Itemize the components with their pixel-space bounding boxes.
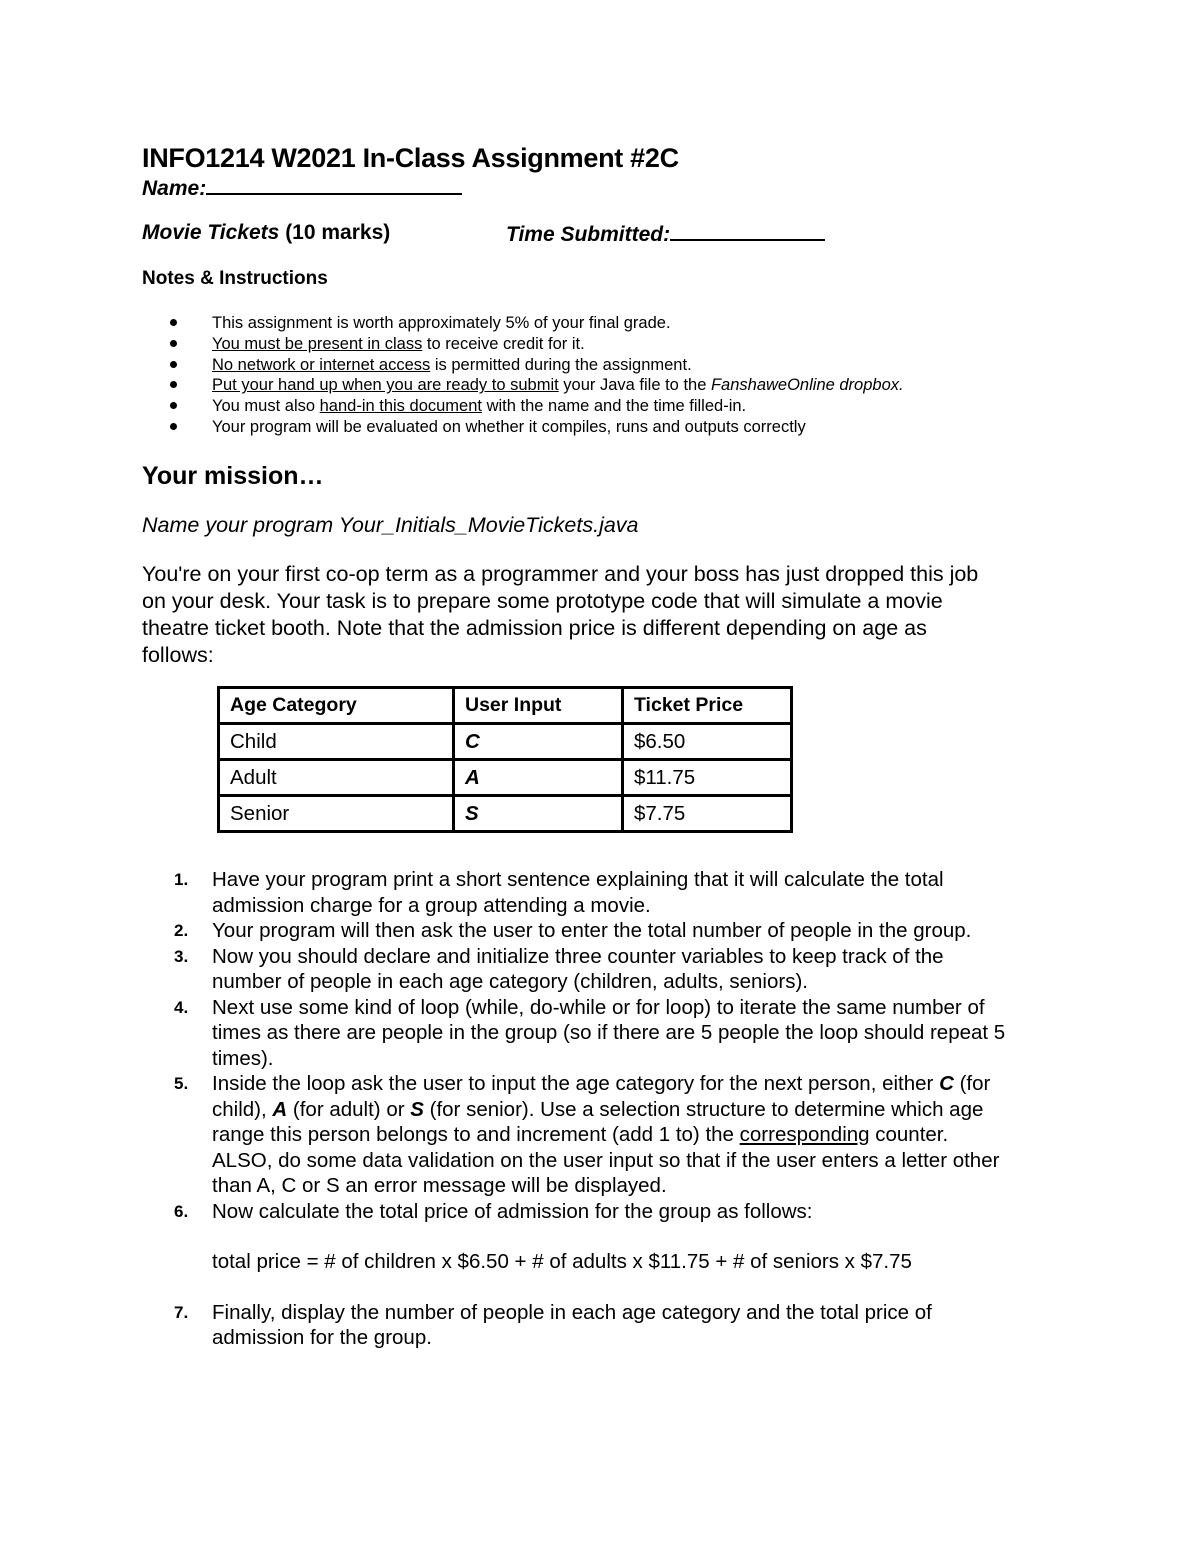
instruction-item: You must be present in class to receive credit for it. [170, 334, 904, 355]
step-number: 6. [174, 1201, 189, 1221]
table-cell: Adult [219, 760, 454, 796]
notes-heading: Notes & Instructions [142, 268, 328, 289]
bullet-icon [170, 423, 177, 430]
table-header-cell: Ticket Price [623, 688, 792, 724]
step-number: 4. [174, 997, 189, 1017]
step-item: 6. Now calculate the total price of admission for the group as follows: total price = # of children x $6.50 + # of adults x $11.75 + # of seniors x $7.75 [142, 1199, 1005, 1300]
page-title: INFO1214 W2021 In-Class Assignment #2C [142, 143, 679, 173]
table-row [219, 760, 792, 796]
table-row [219, 796, 792, 832]
steps-list [142, 867, 1005, 1351]
marks-label: (10 marks) [285, 221, 391, 244]
step-number: 5. [174, 1074, 189, 1093]
table-header-cell: User Input [454, 688, 623, 724]
step-item: 4. Next use some kind of loop (while, do-while or for loop) to iterate the same number of times as there are people in the group (so if there are 5 people the loop should repeat 5 times). [174, 995, 1006, 1070]
name-field [142, 175, 462, 201]
instruction-item: Your program will be evaluated on whether it compiles, runs and outputs correctly [170, 417, 904, 438]
step-item: 5. Inside the loop ask the user to input the age category for the next person, either C (for child), A (for adult) or S (for senior). Use a selection structure to determine which age range this person belongs to and increment (add 1 to) the corresponding counter. ALSO, do some data validation on the user input so that if the user enters a letter other than A, C or S an error message will be displayed. [174, 1072, 1000, 1197]
mission-intro-paragraph: You're on your first co-op term as a programmer and your boss has just dropped this job on your desk. Your task is to prepare some prototype code that will simulate a movie theatre ticket booth. Note that the admission price is different depending on age as follows: [142, 562, 979, 667]
step-number: 7. [174, 1302, 189, 1322]
time-blank-line [670, 221, 825, 241]
name-label: Name: [142, 177, 207, 200]
table-cell: S [454, 796, 623, 832]
instruction-item: Put your hand up when you are ready to submit your Java file to the FanshaweOnline dropbox. [170, 375, 904, 396]
instructions-list [170, 313, 904, 438]
step-number: 1. [174, 870, 189, 889]
table-cell: Child [219, 724, 454, 760]
table-cell: $6.50 [623, 724, 792, 760]
table-header-cell: Age Category [219, 688, 454, 724]
name-blank-line [206, 175, 462, 195]
bullet-icon [170, 361, 177, 368]
step-number: 3. [174, 946, 189, 966]
step-item: 3. Now you should declare and initialize three counter variables to keep track of the number of people in each age category (children, adults, seniors). [174, 944, 944, 993]
step-item: 7. Finally, display the number of people in each age category and the total price of admission for the group. [174, 1300, 932, 1349]
table-cell: C [454, 724, 623, 760]
table-cell: $11.75 [623, 760, 792, 796]
movie-tickets-label: Movie Tickets [142, 221, 280, 244]
price-formula: total price = # of children x $6.50 + # of adults x $11.75 + # of seniors x $7.75 [212, 1250, 912, 1273]
time-submitted-label: Time Submitted: [506, 223, 671, 246]
ticket-price-table [217, 686, 793, 833]
step-number: 2. [174, 921, 189, 940]
program-name-instruction: Name your program Your_Initials_MovieTickets.java [142, 513, 639, 537]
table-cell: A [454, 760, 623, 796]
table-cell: Senior [219, 796, 454, 832]
bullet-icon [170, 381, 177, 388]
instruction-item: This assignment is worth approximately 5% of your final grade. [170, 313, 904, 334]
assignment-subtitle [142, 221, 390, 245]
instruction-item: No network or internet access is permitted during the assignment. [170, 355, 904, 376]
bullet-icon [170, 340, 177, 347]
step-item: 1. Have your program print a short sentence explaining that it will calculate the total admission charge for a group attending a movie. [174, 868, 944, 917]
bullet-icon [170, 319, 177, 326]
table-row [219, 724, 792, 760]
table-header-row [219, 688, 792, 724]
table-cell: $7.75 [623, 796, 792, 832]
instruction-item: You must also hand-in this document with the name and the time filled-in. [170, 396, 904, 417]
mission-heading: Your mission… [142, 462, 324, 490]
step-item: 2. Your program will then ask the user to enter the total number of people in the group. [174, 919, 972, 942]
bullet-icon [170, 402, 177, 409]
time-submitted-field [506, 221, 825, 247]
